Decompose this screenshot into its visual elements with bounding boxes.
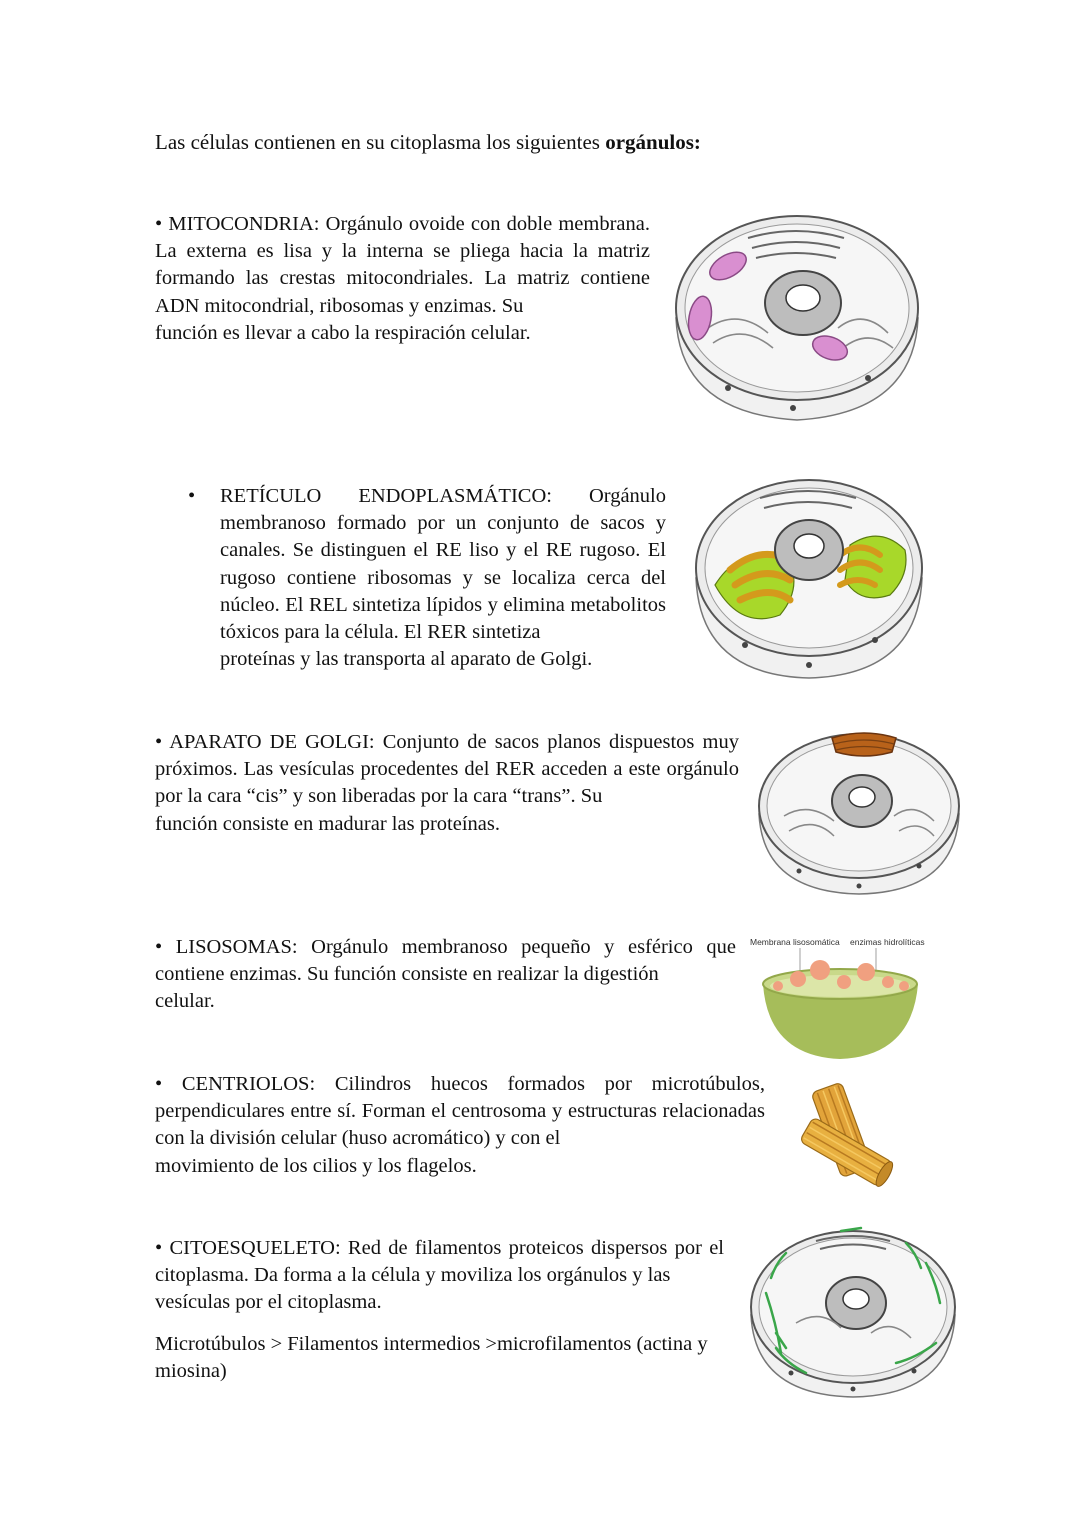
mitocondria-text: Orgánulo ovoide con doble membrana. La externa es lisa y la interna se pliega hacia la matriz formando las crestas mitocondriales. La matriz contiene ADN mitocondrial, ribosomas y enzimas. Su [155,213,650,317]
intro-bold: orgánulos: [605,130,701,154]
lisosomas-text: Orgánulo membranoso pequeño y esférico que contiene enzimas. Su función consiste en realizar la digestión [155,936,736,986]
citoesqueleto-text: Red de filamentos proteicos dispersos por el citoplasma. Da forma a la célula y moviliza los orgánulos y las [155,1237,724,1287]
centriolos-text: Cilindros huecos formados por microtúbulos, perpendiculares entre sí. Forman el centrosoma y estructuras relacionadas con la división celular (huso acromático) y con el [155,1073,765,1150]
cell-mitocondria-image [668,208,926,424]
citoesqueleto-title: • CITOESQUELETO: [155,1237,341,1259]
mitocondria-title: • MITOCONDRIA: [155,213,320,235]
enzyme-sphere [882,976,894,988]
citoesqueleto-last: vesículas por el citoplasma. [155,1291,382,1314]
mitocondria-last: función es llevar a cabo la respiración celular. [155,321,531,344]
section-reticulo [188,483,666,673]
cell-golgi-image [754,726,964,898]
enzyme-sphere [837,975,851,989]
reticulo-bullet: • [188,485,196,507]
centrioles-image [794,1079,902,1193]
enzyme-sphere [790,971,806,987]
enzyme-sphere [810,960,830,980]
golgi-text: Conjunto de sacos planos dispuestos muy próximos. Las vesículas procedentes del RER acceden a este orgánulo por la cara “cis” y son liberadas por la cara “trans”. Su [155,731,739,808]
label-enzimas: enzimas hidrolíticas [850,937,925,947]
enzyme-sphere [773,981,783,991]
reticulo-title: RETÍCULO ENDOPLASMÁTICO: [220,485,552,507]
cell-reticulo-image [690,470,928,682]
reticulo-last: proteínas y las transporta al aparato de Golgi. [220,648,593,671]
section-golgi [155,729,739,838]
section-centriolos [155,1071,765,1180]
golgi-title: • APARATO DE GOLGI: [155,731,375,753]
intro-text: Las células contienen en su citoplasma los siguientes [155,130,606,154]
centriolos-title: • CENTRIOLOS: [155,1073,316,1095]
reticulo-text: Orgánulo membranoso formado por un conjunto de sacos y canales. Se distinguen el RE liso y el RE rugoso. El rugoso contiene ribosomas y se localiza cerca del núcleo. El REL sintetiza lípidos y elimina metabolitos tóxicos para la célula. El RER sintetiza [220,485,666,644]
section-lisosomas [155,934,736,1016]
section-mitocondria [155,211,650,347]
golgi-last: función consiste en madurar las proteínas. [155,812,500,835]
lysosome-image [748,934,928,1064]
lisosomas-last: celular. [155,990,215,1013]
enzyme-sphere [857,963,875,981]
lisosomas-title: • LISOSOMAS: [155,936,298,958]
golgi-shape [832,733,896,756]
citoesqueleto-extra: Microtúbulos > Filamentos intermedios >microfilamentos (actina y miosina) [155,1332,708,1382]
cell-citoesqueleto-image [746,1223,960,1401]
section-citoesqueleto [155,1235,724,1385]
centriolos-last: movimiento de los cilios y los flagelos. [155,1154,477,1177]
label-membrana: Membrana lisosomática [750,937,840,947]
enzyme-sphere [899,981,909,991]
intro-line [155,128,701,156]
